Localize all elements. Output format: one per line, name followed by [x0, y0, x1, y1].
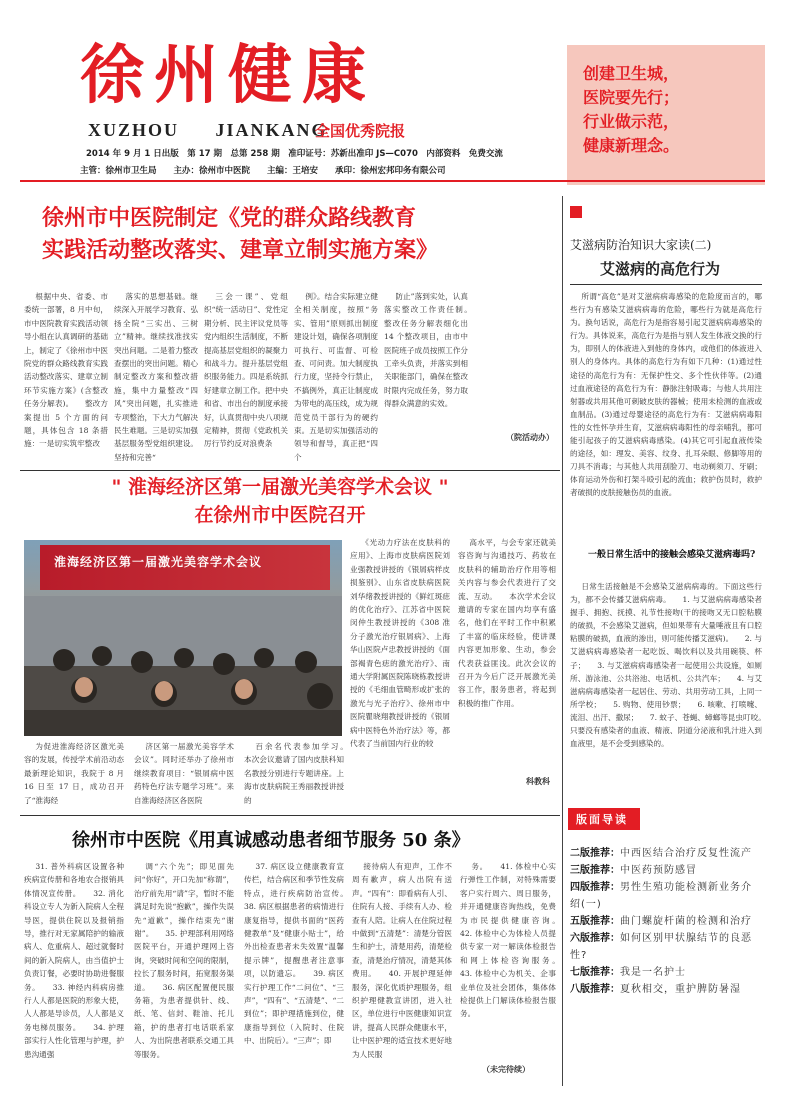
article2-column: 为促进淮海经济区激光美容的发展，传授学术前沿动态最新理论知识，我院于 8 月 16 日至 17 日，成功召开了“淮海经	[24, 742, 124, 805]
sidebar-paragraph: 所谓“高危”是对艾滋病病毒感染的危险度而言的，哪些行为有感染艾滋病病毒的危险，哪些行为就是高危行为。换句话说，高危行为是指容易引起艾滋病病毒感染的行为。具体说来，高危行为是指与别人发生体液交换的行为，即别人的体液进入到他的身体内，或他们的体液进入别人的身体内。具体的高危行为有如下几种：(1)通过性途径的高危行为有：无保护性交、多个性伙伴等。(2)通过血液途径的高危行为有：静脉注射吸毒；与他人共用注射器或共用其他可刺破皮肤的器械；使用未检测的血液或血制品。(3)通过母婴途径的高危行为有：艾滋病病毒阳性的女性怀孕并生育，艾滋病病毒阳性的母亲哺乳，都可能引起孩子的艾滋病病毒感染。(4)其它可引起血液传染的途径，如：理发、美容、纹身、扎耳朵眼、修脚等用的刀具不消毒；与其他人共用刮脸刀、电动剃须刀、牙刷；体育运动外伤和打架斗殴引起的流血；救护伤员时，救护者破损的皮肤接触伤员的血液。	[570, 292, 762, 498]
sidebar-body	[570, 580, 762, 798]
award-label: 全国优秀院报	[315, 122, 406, 140]
photo-banner: 淮海经济区第一届激光美容学术会议	[40, 545, 330, 590]
masthead-pinyin: XUZHOU JIANKANG	[88, 120, 328, 140]
article3-column: 务。 41. 体检中心实行弹性工作制，对特殊需要客户实行周六、周日服务，并开通健康咨询热线，免费为市民提供健康咨询。 42. 体检中心为体检人员提供专家一对一解读体检报告和网上体检咨询服务。 43. 体检中心为机关、企事业单位及社会团体，集体体检提供上门解读体检报告服务。	[460, 862, 556, 1019]
guide-item-key: 四版推荐：	[570, 882, 620, 893]
guide-item[interactable]	[570, 981, 760, 998]
slogan-text: 创建卫生城， 医院要先行； 行业做示范， 健康新理念。	[583, 64, 680, 155]
article1-column: 三会一课”、党组织“统一活动日”、党性定期分析、民主评议党员等党内组织生活制度，不断提高基层党组织的凝聚力和战斗力。提升基层党组织服务能力。四是系统抓好建章立制工作。把中央和省、市出台的制度承接好，认真贯彻中央八项规定精神，贯彻《党政机关厉行节约反对浪费条	[204, 292, 288, 449]
issue-line: 2014 年 9 月 1 日出版 第 17 期 总第 258 期 准印证号：苏新出准印 JS—C070 内部资料 免费交流	[86, 149, 503, 159]
sidebar-question: 一般日常生活中的接触会感染艾滋病毒吗?	[588, 550, 756, 560]
article3-column: 37. 病区设立健康教育宣传栏，结合病区和季节性发病特点，进行疾病防治宣传。 38. 病区根据患者的病情进行康复指导，提供书面的“医药健教单”及“健康小贴士”，给外出检查患者未失效置“温馨提示牌”，提醒患者注意事项，以防遗忘。 39. 病区实行护理工作“二问位”、“三声”，“四有”、“五清楚”、“二到位”；即护理措施到位，健康指导到位（入院时、住院中、出院后）。“三声”；即	[244, 862, 344, 1046]
guide-item-key: 二版推荐：	[570, 848, 620, 859]
guide-item-key: 八版推荐：	[570, 984, 620, 995]
sponsor-line: 主管：徐州市卫生局 主办：徐州市中医院 主编：王培安 承印：徐州宏邦印务有限公司	[80, 166, 446, 176]
article1-column: 防止”落到实处，认真落实整改工作责任制。 整改任务分解表细化出 14 个整改项目，由市中医院班子成员按照工作分工牵头负责，并落实到相关职能部门，确保在整改时限内完成任务，努力取得群众满意的实效。	[384, 292, 468, 409]
section-divider	[20, 815, 560, 816]
sidebar-series-title: 艾滋病防治知识大家读(二)	[570, 238, 712, 252]
sidebar-divider	[562, 196, 563, 1086]
article2-column: 济区第一届激光美容学术会议”。同时还举办了徐州市继续教育项目：“银屑病中医药特色疗法专题学习班”。来自淮海经济区各医院	[134, 742, 234, 805]
guide-item-value: 中医药预防感冒	[620, 865, 697, 876]
article1-column: 根据中央、省委、市委统一部署，8 月中旬，市中医院教育实践活动领导小组在认真调研的基础上，制定了《徐州市中医院党的群众路线教育实践活动整改落实、建章立制环节实施方案》(含整改任务分解表)。 整改方案提出 5 个方面的问题，具体包含 18 条措施：一是切实筑牢整改	[24, 292, 108, 449]
article1-column: 例》。结合实际建立健全相关制度，按照“务实、管用”原则抓出制度建设计划，确保各项制度可执行、可监督、可检查、可问责。加大制度执行力度，坚持令行禁止，不搞例外，真正让制度成为带电的高压线，成为规范党员干部行为的硬约束。五是切实加强活动的领导和督导，真正把“四个	[294, 292, 378, 462]
article2-headline-line2: 在徐州市中医院召开	[194, 504, 366, 526]
article1-signoff: （院活动办）	[506, 432, 554, 442]
sidebar-title: 艾滋病的高危行为	[600, 260, 721, 278]
section-divider	[20, 470, 560, 471]
guide-list	[570, 845, 760, 998]
guide-item-key: 五版推荐：	[570, 916, 620, 927]
guide-item-key: 三版推荐：	[570, 865, 620, 876]
guide-item[interactable]	[570, 862, 760, 879]
article3-column: 调“六个先”；即见面先问“你好”，开口先加“称谓”，治疗前先用“请”字，暂时不能满足时先说“抱歉”，操作失误先“道歉”，操作结束先“谢谢”。 35. 护理部利用网络医院平台，开通护理网上咨询，突破时间和空间的限制，拉长了服务时间，拓宽服务渠道。 36. 病区配置便民服务箱，为患者提供针、线、纸、笔、信封、鞋油、托儿箱，护的患者打电话联系家人、为出院患者联系交通工具等服务。	[134, 862, 234, 1059]
article2-column: 《光动力疗法在皮肤科的应用》、上海市皮肤病医院刘业强教授讲授的《银屑病样皮损鉴别》、山东省皮肤病医院刘华绪教授讲授的《鲜红斑痣的优化治疗》、江苏省中医院闵仲生教授讲授的《308 准分子激光治疗银屑病》、上海华山医院卢忠教授讲授的《面部褐青色痣的激光治疗》、南通大学附属医院陈晓栋教授讲授的《毛细血管畸形或扩张的激光与光子治疗》、徐州市中医院瞿晓翔教授讲授的《银屑病中医特色外治疗法》等，都代表了当前国内行业的较	[350, 538, 450, 749]
guide-item[interactable]	[570, 964, 760, 981]
guide-item-value: 如何区别甲状腺结节的良恶性?	[570, 933, 752, 961]
guide-item-value: 我是一名护士	[620, 967, 686, 978]
guide-item[interactable]	[570, 930, 760, 964]
guide-header: 版面导读	[568, 808, 640, 830]
sidebar-bullet-icon	[570, 206, 582, 218]
guide-item-key: 六版推荐：	[570, 933, 620, 944]
article1-headline-line1: 徐州市中医院制定《党的群众路线教育	[42, 206, 417, 231]
masthead-divider	[20, 180, 765, 182]
guide-item[interactable]	[570, 913, 760, 930]
guide-item-value: 男性生殖功能检测新业务介绍(一)	[570, 882, 752, 910]
sidebar-body	[570, 290, 762, 542]
guide-item-value: 夏秋相交，重护脾防暑湿	[620, 984, 741, 995]
guide-item-key: 七版推荐：	[570, 967, 620, 978]
article1-column: 落实的思想基础。继续深入开展学习教育、弘扬全院“三实出、三树立”精神。继续找准找实突出问题。二是着力整改查摆出的突出问题。精心制定整改方案和整改措施，集中力量整改“四风”突出问题，扎实推进专项整治，下大力气解决民生难题。三是切实加强基层服务型党组织建设。坚持和完善“	[114, 292, 198, 462]
article3-headline: 徐州市中医院《用真诚感动患者细节服务 50 条》	[72, 830, 470, 851]
guide-item[interactable]	[570, 879, 760, 913]
article2-column: 高水平，与会专家还就美容咨询与沟通技巧、药妆在皮肤科的辅助治疗作用等相关内容与参会代表进行了交流、互动。 本次学术会议邀请的专家在国内均享有盛名，他们在平时工作中积累了丰富的临床经验，使讲课内容更加形象、生动，参会代表获益匪浅。此次会议的召开为今后广泛开展激光美容工作，服务患者，将起到积极的推广作用。	[458, 538, 556, 708]
article2-column: 百余名代表参加学习。 本次会议邀请了国内皮肤科知名教授分别进行专题讲座。上海市皮肤病院王秀丽教授讲授的	[244, 742, 344, 805]
article2-signoff: 科教科	[526, 776, 550, 786]
article3-column: 31. 普外科病区设置各种疾病宣传册和各地农合报销具体情况宣传册。 32. 消化科设立专人为新入院病人全程导医，提供住院以及报销指导，推行对无家属陪护的输液病人、危重病人、超过就餐时间的新入院病人，由当值护士负责订餐，必要时协助进餐服务。 33. 神经内科病房推行人人都是医院的形象大使，人人都是导诊员，人人都是义务电梯员服务。 34. 护理部实行人性化管理与护理，护患沟通强	[24, 862, 124, 1059]
masthead-title: 徐州健康	[80, 39, 376, 113]
guide-item-value: 曲门螺旋杆菌的检测和治疗	[620, 916, 752, 927]
guide-item[interactable]	[570, 845, 760, 862]
article3-column: 接待病人有迎声，工作不周有歉声，病人出院有送声。“四有”：即看病有人引、住院有人接、手续有人办、检查有人陪。让病人在住院过程中做到“五清楚”：清楚分管医生和护士，清楚用药，清楚检查，清楚治疗情况，清楚其体费用。 40. 开展护理延伸服务，深化优质护理服务，组织护理健教宣讲团，进入社区，单位进行中医健康知识宣讲，提高人民群众健康水平，让中医护理的适宜技术更好地为人民服	[352, 862, 452, 1059]
article1-column	[474, 290, 554, 420]
guide-item-value: 中西医结合治疗反复性流产	[620, 848, 752, 859]
article3-signoff: （未完待续）	[482, 1064, 530, 1074]
article2-headline-line1: " 淮海经济区第一届激光美容学术会议 "	[111, 476, 449, 498]
article1-headline-line2: 实践活动整改落实、建章立制实施方案》	[42, 238, 439, 263]
sidebar-paragraph: 日常生活接触是不会感染艾滋病病毒的。下面这些行为，都不会传播艾滋病病毒。 1. 与艾滋病病毒感染者握手、拥抱、抚摸、礼节性接吻(干的接吻又无口腔粘膜的破损，不会感染艾滋病，但如果带有大量唾液且有口腔粘膜的破损，血液的渗出，则可能传播艾滋病)。 2. 与艾滋病病毒感染者一起吃饭、喝饮料以及共用碗筷、杯子； 3. 与艾滋病病毒感染者一起使用公共设施，如厕所、游泳池、公共浴池、电话机、公共汽车； 4. 与艾滋病病毒感染者一起居住、劳动、共用劳动工具，上同一所学校； 5. 购物、使用钞票； 6. 咳嗽、打喷嚏、流泪、出汗、撒尿； 7. 蚊子、苍蝇、蟑螂等昆虫叮咬。 只要没有感染者的血液、精液、阴道分泌液和乳汁进入到血液里，是不会受到感染的。	[570, 582, 762, 749]
sidebar-rule	[570, 284, 762, 285]
